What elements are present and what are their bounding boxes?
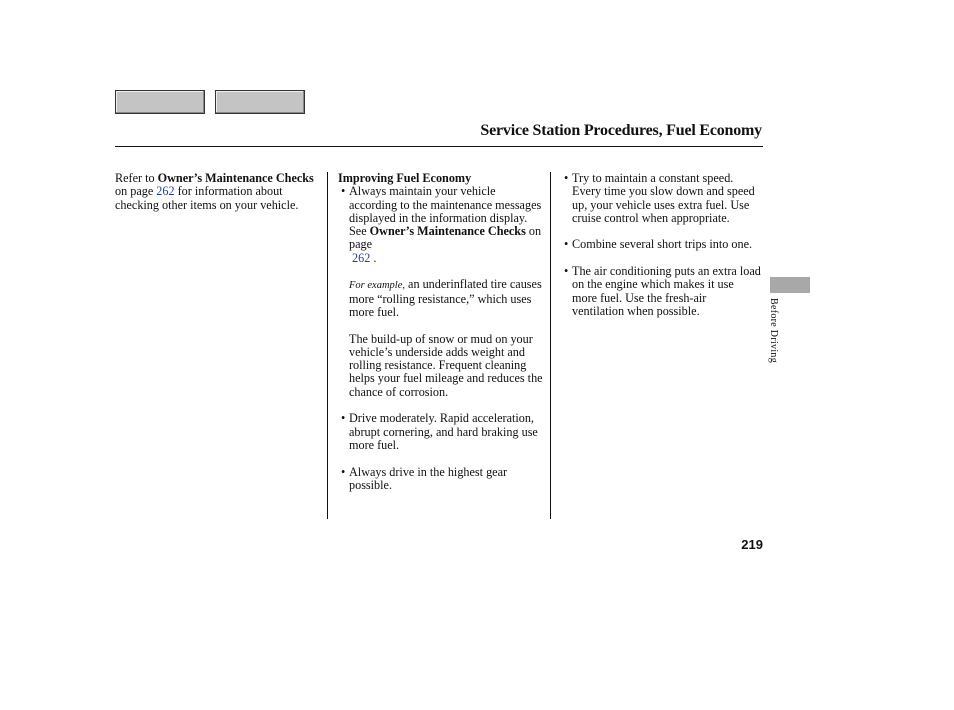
- list-item: • The air conditioning puts an extra load on the engine which makes it use more fuel. Use the fresh-air ventilation when possible.: [564, 264, 761, 318]
- page-number: 219: [741, 537, 763, 552]
- bullet-icon: •: [564, 264, 569, 279]
- maintenance-checks-ref: Owner’s Maintenance Checks: [369, 224, 526, 239]
- page-link[interactable]: 262: [352, 250, 371, 265]
- page-title: Service Station Procedures, Fuel Economy: [480, 122, 762, 139]
- list-item: • Always drive in the highest gear possible.: [341, 464, 508, 492]
- column-2: [338, 172, 543, 492]
- list-item: • Always maintain your vehicle according to the maintenance messages displayed in the information display. See Owner’s Maintenance Checks on page 262 .: [341, 184, 542, 265]
- column-divider: [550, 172, 551, 519]
- page-link[interactable]: 262: [156, 184, 175, 199]
- column-divider: [327, 172, 328, 519]
- bullet-icon: •: [341, 411, 346, 426]
- list-item: • Drive moderately. Rapid acceleration, abrupt cornering, and hard braking use more fuel.: [341, 411, 538, 452]
- section-tab-label: Before Driving: [768, 298, 779, 364]
- bullet-icon: •: [341, 184, 346, 199]
- example-paragraph: For example, an underinflated tire causes more “rolling resistance,” which uses more fuel.: [349, 277, 542, 319]
- intro-paragraph: Refer to Owner’s Maintenance Checks on page 262 for information about checking other items on your vehicle.: [115, 171, 314, 212]
- bullet-icon: •: [564, 237, 569, 252]
- column-1: [115, 172, 315, 212]
- list-item: • Combine several short trips into one.: [564, 237, 753, 252]
- maintenance-checks-ref: Owner’s Maintenance Checks: [157, 171, 314, 185]
- previous-page-button[interactable]: [115, 90, 205, 114]
- title-rule: [115, 146, 763, 147]
- bullet-icon: •: [341, 464, 346, 479]
- section-heading: Improving Fuel Economy: [338, 171, 472, 185]
- section-tab[interactable]: [770, 277, 810, 293]
- list-item: • Try to maintain a constant speed. Every time you slow down and speed up, your vehicle uses extra fuel. Use cruise control when appropriate.: [564, 171, 755, 225]
- bullet-icon: •: [564, 171, 569, 185]
- snow-mud-paragraph: The build-up of snow or mud on your vehicle’s underside adds weight and rolling resistance. Frequent cleaning helps your fuel mileage and reduces the chance of corrosion.: [349, 331, 543, 399]
- next-page-button[interactable]: [215, 90, 305, 114]
- column-3: [561, 172, 761, 318]
